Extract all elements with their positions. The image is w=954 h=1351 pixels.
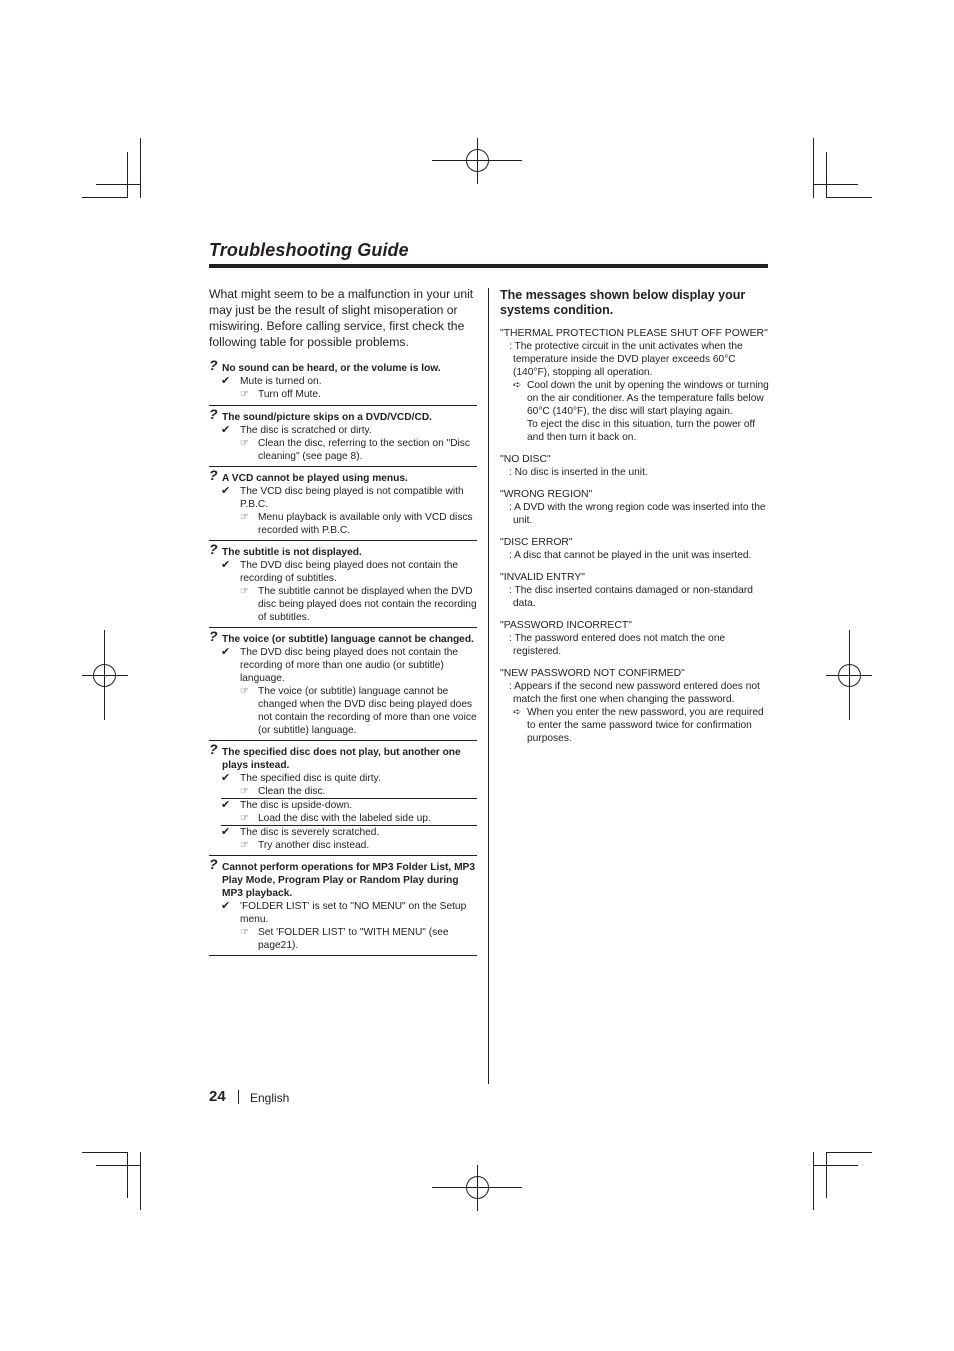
remedy-text: Clean the disc. (258, 786, 326, 797)
crop-mark (127, 1152, 128, 1198)
crop-mark (140, 138, 141, 198)
crop-mark (813, 1165, 858, 1166)
message-note (500, 379, 770, 418)
question-text: Cannot perform operations for MP3 Folder List, MP3 Play Mode, Program Play or Random Play during MP3 playback. (222, 862, 476, 899)
registration-line (104, 630, 105, 720)
problem-item (209, 541, 477, 628)
cause-text: The disc is severely scratched. (240, 827, 380, 838)
messages-heading: The messages shown below display your systems condition. (500, 288, 746, 317)
cause-text: The VCD disc being played is not compatible with P.B.C. (240, 486, 464, 510)
pointing-hand-icon: ☞ (240, 586, 249, 597)
arrow-icon: ➪ (513, 707, 522, 718)
cause (209, 559, 477, 585)
check-icon: ✔ (221, 772, 231, 784)
message-note (500, 418, 770, 444)
crop-mark (127, 152, 128, 198)
pointing-hand-icon: ☞ (240, 840, 249, 851)
cause-text: 'FOLDER LIST' is set to "NO MENU" on the Setup menu. (240, 901, 467, 925)
check-icon: ✔ (221, 900, 231, 912)
check-icon: ✔ (221, 424, 231, 436)
remedy-text: Turn off Mute. (258, 389, 321, 400)
cause (209, 826, 477, 839)
check-icon: ✔ (221, 799, 231, 811)
message-list (500, 327, 770, 745)
cause-text: The disc is scratched or dirty. (240, 425, 372, 436)
check-icon: ✔ (221, 559, 231, 571)
pointing-hand-icon: ☞ (240, 786, 249, 797)
registration-line (82, 675, 128, 676)
intro-paragraph: What might seem to be a malfunction in your unit may just be the result of slight misoperation or miswiring. Before calling service, first check the following table for possible problems. (209, 287, 474, 349)
separator (209, 627, 477, 628)
problem-item (209, 628, 477, 741)
crop-mark (826, 152, 827, 198)
message-title: "THERMAL PROTECTION PLEASE SHUT OFF POWER" (500, 328, 768, 339)
pointing-hand-icon: ☞ (240, 438, 249, 449)
remedy-text: Clean the disc, referring to the section on "Disc cleaning" (see page 8). (258, 438, 470, 462)
cause (209, 646, 477, 685)
message-item (500, 571, 770, 610)
remedy-text: Menu playback is available only with VCD discs recorded with P.B.C. (258, 512, 473, 536)
crop-mark (96, 1165, 141, 1166)
crop-mark (140, 1152, 141, 1210)
cause (209, 375, 477, 388)
question-icon: ? (209, 628, 218, 644)
message-desc: : A DVD with the wrong region code was inserted into the unit. (509, 502, 766, 526)
check-icon: ✔ (221, 646, 231, 658)
cause-text: The specified disc is quite dirty. (240, 773, 381, 784)
problem-item (209, 741, 477, 856)
check-icon: ✔ (221, 826, 231, 838)
check-icon: ✔ (221, 375, 231, 387)
problem-question (209, 406, 477, 424)
message-desc: : The disc inserted contains damaged or non-standard data. (509, 585, 753, 609)
separator (209, 405, 477, 406)
problem-item (209, 856, 477, 956)
check-icon: ✔ (221, 485, 231, 497)
remedy (209, 685, 477, 737)
message-item (500, 667, 770, 745)
question-text: No sound can be heard, or the volume is low. (222, 363, 441, 374)
remedy (209, 437, 477, 463)
crop-mark (826, 1152, 872, 1153)
message-desc: : Appears if the second new password entered does not match the first one when changing the password. (509, 681, 760, 705)
crop-mark (96, 184, 141, 185)
cause-text: The DVD disc being played does not contain the recording of subtitles. (240, 560, 459, 584)
crop-mark (826, 1152, 827, 1198)
cause-text: The DVD disc being played does not contain the recording of more than one audio (or subtitle) language. (240, 647, 459, 684)
separator (209, 855, 477, 856)
remedy-text: Set 'FOLDER LIST' to "WITH MENU" (see page21). (258, 927, 449, 951)
pointing-hand-icon: ☞ (240, 389, 249, 400)
remedy (209, 511, 477, 537)
crop-mark (82, 197, 128, 198)
message-title: "WRONG REGION" (500, 489, 593, 500)
registration-line (849, 630, 850, 720)
question-text: The subtitle is not displayed. (222, 547, 362, 558)
separator (209, 466, 477, 467)
problem-question (209, 467, 477, 485)
arrow-icon: ➪ (513, 380, 522, 391)
remedy-text: The voice (or subtitle) language cannot be changed when the DVD disc being played does not contain the recording of more than one voice (or subtitle) language. (258, 686, 477, 736)
footer-divider (238, 1090, 239, 1104)
remedy-text: The subtitle cannot be displayed when the DVD disc being played does not contain the recording of subtitles. (258, 586, 477, 623)
remedy (209, 388, 477, 401)
separator (209, 540, 477, 541)
note-text: Cool down the unit by opening the windows or turning on the air conditioner. As the temperature falls below 60°C (140°F), the disc will start playing again. (527, 380, 769, 417)
question-icon: ? (209, 406, 218, 422)
registration-line (477, 1165, 478, 1211)
problem-question (209, 357, 477, 375)
message-item (500, 453, 770, 479)
message-title: "DISC ERROR" (500, 537, 573, 548)
cause (209, 799, 477, 812)
message-title: "NEW PASSWORD NOT CONFIRMED" (500, 668, 685, 679)
remedy-text: Try another disc instead. (258, 840, 370, 851)
question-icon: ? (209, 741, 218, 757)
message-note (500, 706, 770, 745)
page-language: English (250, 1091, 290, 1105)
pointing-hand-icon: ☞ (240, 927, 249, 938)
message-title: "PASSWORD INCORRECT" (500, 620, 632, 631)
message-title: "INVALID ENTRY" (500, 572, 585, 583)
problem-question (209, 856, 477, 900)
problem-item (209, 406, 477, 467)
remedy (209, 585, 477, 624)
problem-question (209, 741, 477, 772)
message-item (500, 536, 770, 562)
cause (209, 772, 477, 785)
column-divider (488, 288, 489, 1084)
note-text: To eject the disc in this situation, turn the power off and then turn it back on. (527, 419, 756, 443)
problem-list (209, 357, 477, 956)
separator (209, 740, 477, 741)
cause (209, 900, 477, 926)
message-title: "NO DISC" (500, 454, 551, 465)
note-text: When you enter the new password, you are required to enter the same password twice for confirmation purposes. (527, 707, 764, 744)
crop-mark (82, 1152, 128, 1153)
question-icon: ? (209, 856, 218, 872)
remedy (209, 785, 477, 798)
page-title: Troubleshooting Guide (209, 240, 409, 260)
separator (209, 955, 477, 956)
message-desc: : No disc is inserted in the unit. (509, 467, 648, 478)
message-desc: : A disc that cannot be played in the unit was inserted. (509, 550, 752, 561)
question-icon: ? (209, 467, 218, 483)
problem-question (209, 541, 477, 559)
message-item (500, 327, 770, 444)
message-desc: : The password entered does not match the one registered. (509, 633, 726, 657)
question-text: The sound/picture skips on a DVD/VCD/CD. (222, 412, 433, 423)
cause-text: The disc is upside-down. (240, 800, 353, 811)
crop-mark (813, 138, 814, 198)
pointing-hand-icon: ☞ (240, 686, 249, 697)
problem-item (209, 357, 477, 406)
question-text: The voice (or subtitle) language cannot be changed. (222, 634, 474, 645)
title-rule (209, 264, 768, 268)
question-icon: ? (209, 541, 218, 557)
remedy-text: Load the disc with the labeled side up. (258, 813, 431, 824)
page-number: 24 (209, 1088, 226, 1105)
cause-text: Mute is turned on. (240, 376, 322, 387)
problem-question (209, 628, 477, 646)
cause (209, 485, 477, 511)
message-item (500, 488, 770, 527)
registration-line (477, 138, 478, 184)
message-desc: : The protective circuit in the unit activates when the temperature inside the DVD player exceeds 60°C (140°F), stopping all operation. (509, 341, 743, 378)
crop-mark (826, 197, 872, 198)
remedy (209, 926, 477, 952)
message-item (500, 619, 770, 658)
remedy (209, 839, 477, 852)
question-icon: ? (209, 357, 218, 373)
crop-mark (813, 184, 858, 185)
remedy (209, 812, 477, 825)
pointing-hand-icon: ☞ (240, 512, 249, 523)
cause (209, 424, 477, 437)
pointing-hand-icon: ☞ (240, 813, 249, 824)
question-text: A VCD cannot be played using menus. (222, 473, 408, 484)
problem-item (209, 467, 477, 541)
crop-mark (813, 1152, 814, 1210)
question-text: The specified disc does not play, but another one plays instead. (222, 747, 461, 771)
